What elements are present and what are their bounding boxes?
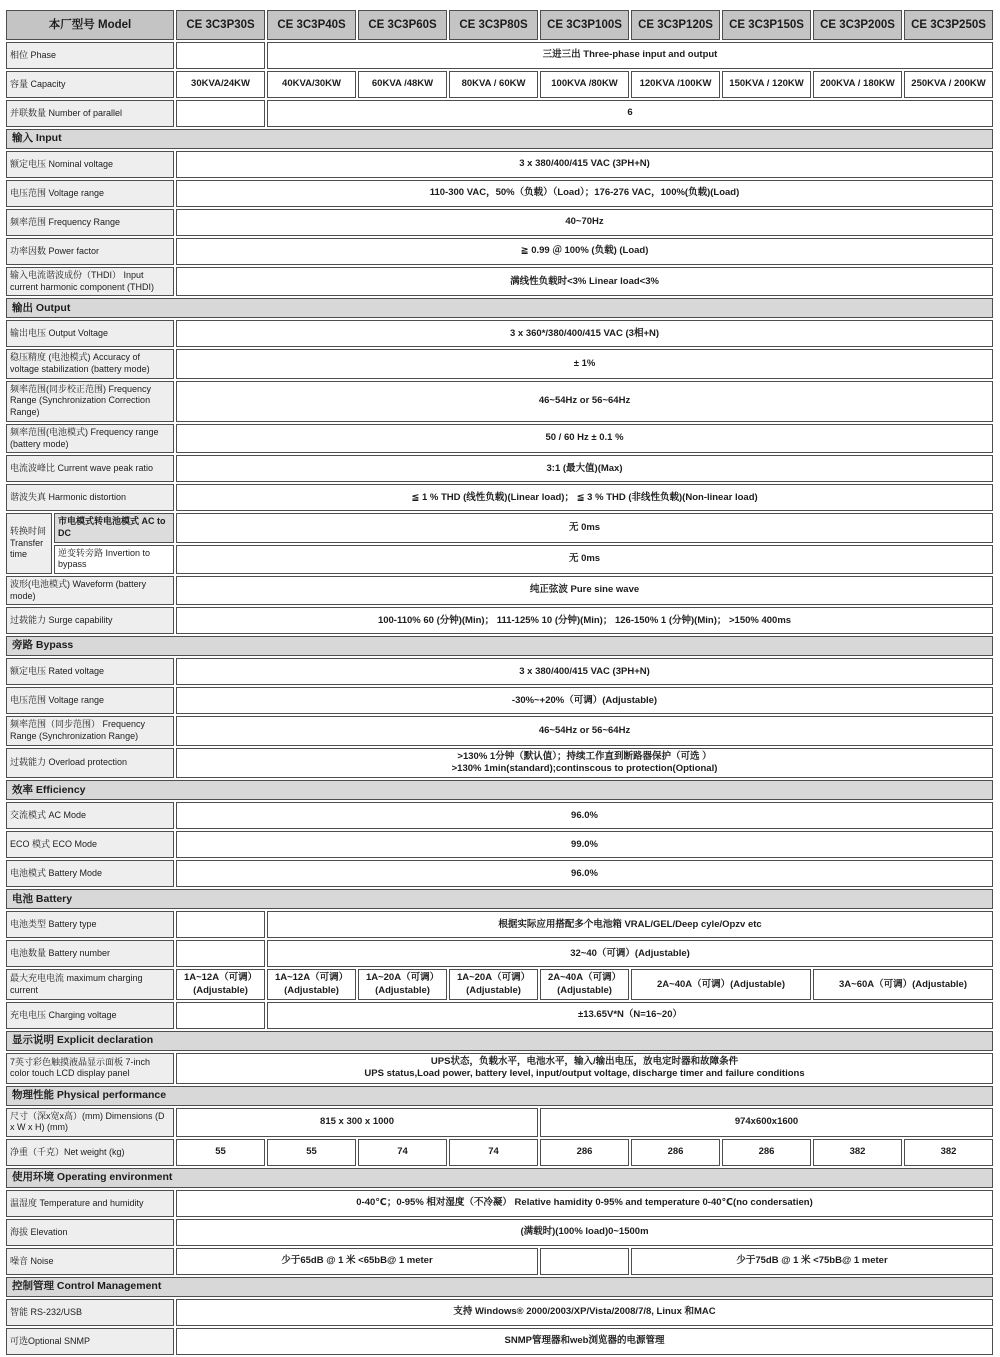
parallel-value: 6 <box>267 100 993 127</box>
net-weight-value: 74 <box>449 1139 538 1166</box>
net-weight-value: 382 <box>904 1139 993 1166</box>
net-weight-label: 净重（千克）Net weight (kg) <box>6 1139 174 1166</box>
row-output-accuracy <box>6 349 993 378</box>
bypass-freq-range-value: 46~54Hz or 56~64Hz <box>176 716 993 745</box>
section-environment-title: 使用环境 Operating environment <box>6 1168 993 1188</box>
output-accuracy-value: ± 1% <box>176 349 993 378</box>
waveform-label: 波形(电池模式) Waveform (battery mode) <box>6 576 174 605</box>
charging-voltage-empty-cell <box>176 1002 265 1029</box>
section-output-title: 输出 Output <box>6 298 993 318</box>
display-panel-line2: UPS status,Load power, battery level, input/output voltage, discharge timer and failure conditions <box>364 1068 805 1080</box>
row-output-freq-battery <box>6 424 993 453</box>
noise-value-right: 少于75dB @ 1 米 <75bB@ 1 meter <box>631 1248 993 1275</box>
output-crest-label: 电流波峰比 Current wave peak ratio <box>6 455 174 482</box>
model-name: CE 3C3P150S <box>722 10 811 40</box>
row-bypass-rated-voltage <box>6 658 993 685</box>
charging-current-value: 1A~20A（可调）(Adjustable) <box>449 969 538 1000</box>
section-bypass <box>6 636 993 656</box>
row-bypass-overload <box>6 748 993 779</box>
transfer-ac-dc-value: 无 0ms <box>176 513 993 542</box>
battery-type-empty-cell <box>176 911 265 938</box>
noise-label: 噪音 Noise <box>6 1248 174 1275</box>
noise-value-left: 少于65dB @ 1 米 <65bB@ 1 meter <box>176 1248 538 1275</box>
row-input-thdi <box>6 267 993 296</box>
efficiency-battery-label: 电池模式 Battery Mode <box>6 860 174 887</box>
row-surge <box>6 607 993 634</box>
model-name: CE 3C3P60S <box>358 10 447 40</box>
section-environment <box>6 1168 993 1188</box>
row-output-freq-sync <box>6 381 993 422</box>
section-control <box>6 1277 993 1297</box>
row-battery-type <box>6 911 993 938</box>
section-input <box>6 129 993 149</box>
output-freq-sync-value: 46~54Hz or 56~64Hz <box>176 381 993 422</box>
net-weight-value: 382 <box>813 1139 902 1166</box>
row-bypass-voltage-range <box>6 687 993 714</box>
input-power-factor-value: ≧ 0.99 ＠ 100% (负载) (Load) <box>176 238 993 265</box>
model-name: CE 3C3P120S <box>631 10 720 40</box>
charging-current-value: 1A~12A（可调）(Adjustable) <box>176 969 265 1000</box>
row-charging-voltage <box>6 1002 993 1029</box>
net-weight-value: 55 <box>267 1139 356 1166</box>
section-display <box>6 1031 993 1051</box>
section-output <box>6 298 993 318</box>
phase-empty-cell <box>176 42 265 69</box>
row-snmp <box>6 1328 993 1355</box>
charging-current-value: 1A~20A（可调）(Adjustable) <box>358 969 447 1000</box>
row-capacity <box>6 71 993 98</box>
row-waveform <box>6 576 993 605</box>
input-frequency-range-label: 频率范围 Frequency Range <box>6 209 174 236</box>
noise-empty-cell <box>540 1248 629 1275</box>
bypass-overload-value <box>176 748 993 779</box>
input-thdi-value: 满线性负载时<3% Linear load<3% <box>176 267 993 296</box>
input-nominal-voltage-value: 3 x 380/400/415 VAC (3PH+N) <box>176 151 993 178</box>
bypass-rated-voltage-label: 额定电压 Rated voltage <box>6 658 174 685</box>
efficiency-eco-value: 99.0% <box>176 831 993 858</box>
model-name: CE 3C3P40S <box>267 10 356 40</box>
section-efficiency <box>6 780 993 800</box>
efficiency-eco-label: ECO 模式 ECO Mode <box>6 831 174 858</box>
model-name: CE 3C3P80S <box>449 10 538 40</box>
output-freq-battery-value: 50 / 60 Hz ± 0.1 % <box>176 424 993 453</box>
input-power-factor-label: 功率因数 Power factor <box>6 238 174 265</box>
section-input-title: 输入 Input <box>6 129 993 149</box>
row-efficiency-ac <box>6 802 993 829</box>
capacity-value: 250KVA / 200KW <box>904 71 993 98</box>
capacity-value: 60KVA /48KW <box>358 71 447 98</box>
model-name: CE 3C3P100S <box>540 10 629 40</box>
net-weight-value: 286 <box>722 1139 811 1166</box>
transfer-ac-dc-label: 市电模式转电池模式 AC to DC <box>54 513 174 542</box>
output-voltage-value: 3 x 360*/380/400/415 VAC (3相+N) <box>176 320 993 347</box>
charging-voltage-value: ±13.65V*N（N=16~20） <box>267 1002 993 1029</box>
output-freq-sync-label: 频率范围(同步校正范围) Frequency Range (Synchronization Correction Range) <box>6 381 174 422</box>
charging-current-value: 2A~40A（可调）(Adjustable) <box>540 969 629 1000</box>
temperature-label: 温湿度 Temperature and humidity <box>6 1190 174 1217</box>
parallel-label: 并联数量 Number of parallel <box>6 100 174 127</box>
row-display-panel <box>6 1053 993 1084</box>
bypass-rated-voltage-value: 3 x 380/400/415 VAC (3PH+N) <box>176 658 993 685</box>
row-transfer-ac-dc <box>6 513 993 542</box>
transfer-time-label: 转换时间 Transfer time <box>6 513 52 574</box>
bypass-overload-label: 过载能力 Overload protection <box>6 748 174 779</box>
surge-label: 过载能力 Surge capability <box>6 607 174 634</box>
row-input-frequency-range <box>6 209 993 236</box>
row-input-voltage-range <box>6 180 993 207</box>
model-header-label: 本厂型号 Model <box>6 10 174 40</box>
spec-table <box>4 8 995 1357</box>
net-weight-value: 286 <box>540 1139 629 1166</box>
input-nominal-voltage-label: 额定电压 Nominal voltage <box>6 151 174 178</box>
model-name: CE 3C3P30S <box>176 10 265 40</box>
display-panel-value <box>176 1053 993 1084</box>
section-efficiency-title: 效率 Efficiency <box>6 780 993 800</box>
display-panel-line1: UPS状态，负载水平，电池水平，输入/输出电压，放电定时器和故障条件 <box>430 1056 739 1068</box>
capacity-value: 150KVA / 120KW <box>722 71 811 98</box>
charging-current-value: 1A~12A（可调）(Adjustable) <box>267 969 356 1000</box>
display-panel-label: 7英寸彩色触摸液晶显示面板 7-inch color touch LCD display panel <box>6 1053 174 1084</box>
output-accuracy-label: 稳压精度 (电池模式) Accuracy of voltage stabilization (battery mode) <box>6 349 174 378</box>
section-display-title: 显示说明 Explicit declaration <box>6 1031 993 1051</box>
net-weight-value: 74 <box>358 1139 447 1166</box>
output-thd-label: 谐波失真 Harmonic distortion <box>6 484 174 511</box>
capacity-value: 200KVA / 180KW <box>813 71 902 98</box>
battery-type-value: 根据实际应用搭配多个电池箱 VRAL/GEL/Deep cyle/Opzv etc <box>267 911 993 938</box>
input-frequency-range-value: 40~70Hz <box>176 209 993 236</box>
elevation-label: 海拔 Elevation <box>6 1219 174 1246</box>
row-output-voltage <box>6 320 993 347</box>
bypass-overload-line1: >130% 1分钟（默认值）；持续工作直到断路器保护（可选 ） <box>457 750 712 762</box>
section-battery-title: 电池 Battery <box>6 889 993 909</box>
row-input-power-factor <box>6 238 993 265</box>
rs232-value: 支持 Windows® 2000/2003/XP/Vista/2008/7/8, Linux 和MAC <box>176 1299 993 1326</box>
phase-value: 三进三出 Three-phase input and output <box>267 42 993 69</box>
section-physical-title: 物理性能 Physical performance <box>6 1086 993 1106</box>
charging-current-label: 最大充电电流 maximum charging current <box>6 969 174 1000</box>
section-bypass-title: 旁路 Bypass <box>6 636 993 656</box>
capacity-value: 100KVA /80KW <box>540 71 629 98</box>
capacity-value: 30KVA/24KW <box>176 71 265 98</box>
row-transfer-invert-bypass <box>6 545 993 574</box>
temperature-value: 0-40℃；0-95% 相对湿度（不冷凝） Relative hamidity 0-95% and temperature 0-40℃(no condersatien) <box>176 1190 993 1217</box>
transfer-invert-bypass-label: 逆变转旁路 Invertion to bypass <box>54 545 174 574</box>
efficiency-ac-label: 交流模式 AC Mode <box>6 802 174 829</box>
model-name: CE 3C3P250S <box>904 10 993 40</box>
output-crest-value: 3:1 (最大值)(Max) <box>176 455 993 482</box>
row-dimensions <box>6 1108 993 1137</box>
row-battery-number <box>6 940 993 967</box>
charging-current-value: 3A~60A（可调）(Adjustable) <box>813 969 993 1000</box>
row-output-thd <box>6 484 993 511</box>
parallel-empty-cell <box>176 100 265 127</box>
bypass-voltage-range-value: -30%~+20%（可调）(Adjustable) <box>176 687 993 714</box>
output-thd-value: ≦ 1 % THD (线性负载)(Linear load)； ≦ 3 % THD (非线性负载)(Non-linear load) <box>176 484 993 511</box>
dimensions-value-small: 815 x 300 x 1000 <box>176 1108 538 1137</box>
waveform-value: 纯正弦波 Pure sine wave <box>176 576 993 605</box>
battery-number-empty-cell <box>176 940 265 967</box>
input-thdi-label: 输入电流谐波成份（THDI） Input current harmonic component (THDI) <box>6 267 174 296</box>
section-physical <box>6 1086 993 1106</box>
battery-number-value: 32~40（可调）(Adjustable) <box>267 940 993 967</box>
row-efficiency-eco <box>6 831 993 858</box>
efficiency-ac-value: 96.0% <box>176 802 993 829</box>
row-net-weight <box>6 1139 993 1166</box>
charging-current-value: 2A~40A（可调）(Adjustable) <box>631 969 811 1000</box>
capacity-value: 120KVA /100KW <box>631 71 720 98</box>
row-charging-current <box>6 969 993 1000</box>
input-voltage-range-label: 电压范围 Voltage range <box>6 180 174 207</box>
capacity-label: 容量 Capacity <box>6 71 174 98</box>
elevation-value: (满载时)(100% load)0~1500m <box>176 1219 993 1246</box>
phase-label: 相位 Phase <box>6 42 174 69</box>
section-battery <box>6 889 993 909</box>
row-phase <box>6 42 993 69</box>
bypass-overload-line2: >130% 1min(standard);continscous to protection(Optional) <box>451 763 718 775</box>
net-weight-value: 55 <box>176 1139 265 1166</box>
row-input-nominal-voltage <box>6 151 993 178</box>
net-weight-value: 286 <box>631 1139 720 1166</box>
snmp-value: SNMP管理器和web浏览器的电源管理 <box>176 1328 993 1355</box>
row-bypass-freq-range <box>6 716 993 745</box>
row-elevation <box>6 1219 993 1246</box>
output-freq-battery-label: 频率范围(电池模式) Frequency range (battery mode) <box>6 424 174 453</box>
row-rs232 <box>6 1299 993 1326</box>
capacity-value: 40KVA/30KW <box>267 71 356 98</box>
model-name: CE 3C3P200S <box>813 10 902 40</box>
charging-voltage-label: 充电电压 Charging voltage <box>6 1002 174 1029</box>
section-control-title: 控制管理 Control Management <box>6 1277 993 1297</box>
bypass-freq-range-label: 频率范围（同步范围） Frequency Range (Synchronization Range) <box>6 716 174 745</box>
capacity-value: 80KVA / 60KW <box>449 71 538 98</box>
bypass-voltage-range-label: 电压范围 Voltage range <box>6 687 174 714</box>
snmp-label: 可选Optional SNMP <box>6 1328 174 1355</box>
row-parallel <box>6 100 993 127</box>
dimensions-value-large: 974x600x1600 <box>540 1108 993 1137</box>
input-voltage-range-value: 110-300 VAC，50%（负载）（Load）；176-276 VAC，100%(负载)(Load) <box>176 180 993 207</box>
efficiency-battery-value: 96.0% <box>176 860 993 887</box>
output-voltage-label: 输出电压 Output Voltage <box>6 320 174 347</box>
surge-value: 100-110% 60 (分钟)(Min)； 111-125% 10 (分钟)(Min)； 126-150% 1 (分钟)(Min)； >150% 400ms <box>176 607 993 634</box>
battery-number-label: 电池数量 Battery number <box>6 940 174 967</box>
row-temperature <box>6 1190 993 1217</box>
header-row <box>6 10 993 40</box>
transfer-invert-bypass-value: 无 0ms <box>176 545 993 574</box>
row-noise <box>6 1248 993 1275</box>
row-efficiency-battery <box>6 860 993 887</box>
dimensions-label: 尺寸（深x宽x高）(mm) Dimensions (D x W x H) (mm) <box>6 1108 174 1137</box>
row-output-crest <box>6 455 993 482</box>
battery-type-label: 电池类型 Battery type <box>6 911 174 938</box>
rs232-label: 智能 RS-232/USB <box>6 1299 174 1326</box>
